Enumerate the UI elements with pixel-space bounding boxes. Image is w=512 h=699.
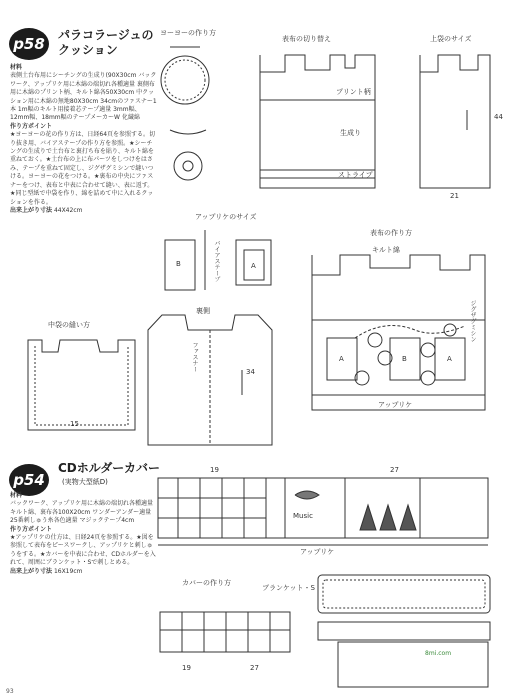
dim-44: 44 <box>494 113 503 121</box>
cd-cover-instructions <box>10 492 158 576</box>
zigzag-label: ジグザグミシン <box>469 300 476 342</box>
cd-method-text: ★アップリケの仕方は、日経24頁を参照する。★図を参照して表布をピースワークし、アップリケと刺しゅうをする。★カバーを中表に合わせ、CDホルダーを入れて、周囲にブランケット・Sで刺しとめる。 <box>10 534 156 567</box>
size-text: 44X42cm <box>53 206 83 214</box>
cd-size-text: 16X19cm <box>53 567 83 575</box>
dim-19-top: 19 <box>210 466 219 474</box>
cd-materials-heading: 材料 <box>10 492 23 499</box>
dim-21: 21 <box>450 192 459 200</box>
pattern-badge-p54: p54 <box>9 464 49 496</box>
dim-27-top: 27 <box>390 466 399 474</box>
label-B: B <box>176 260 181 268</box>
cd-cover-diagram <box>158 478 488 545</box>
cd-size-heading: 出来上がり寸法 <box>10 567 53 575</box>
patch-A-left: A <box>339 355 344 363</box>
top-size-diagram <box>420 55 490 188</box>
applique-size-title: アップリケのサイズ <box>195 213 257 221</box>
materials-text: 表側土台布用にシーチングの生成り(90X30cm バックワーク、アップリケ用に木綿の端切れ各種適量 裏側布用に木綿のプリント柄、キルト綿各50X30cm 中クッション用に木綿の無地80X30cm 34cmのファスナー1本 1m幅のキルト用接着芯テープ適量 3mm幅、12mm幅、18mm幅のテープメーカーW 化繊綿 <box>10 72 157 122</box>
applique-label: アップリケ <box>378 401 413 409</box>
method-text: ★ヨーヨーの花の作り方は、日経64頁を参照する。切り抜き用、バイアステープの作り方を参照。★シーチングの生成りで土台布と裏打ち布を貼り、キルト綿を重ねておく。★土台布の上に布パーツをしつけをはさみ、テープを重ねて固定し、ジグザグミシンで縫いつける。ヨーヨーの花をつける。★裏布の中央にファスナーをつけ、表布と中表に合わせて縫い、表に返す。★同じ型紙で中袋を作り、綿を詰めて中に入れるクッションを作る。 <box>10 131 156 206</box>
materials-heading: 材料 <box>10 64 23 71</box>
cd-applique-label: アップリケ <box>300 548 335 556</box>
back-side-diagram <box>148 315 272 445</box>
dim-34: 34 <box>246 368 255 376</box>
top-size-title: 上袋のサイズ <box>430 35 472 43</box>
yoyo-title: ヨーヨーの作り方 <box>160 29 216 37</box>
patch-B-mid: B <box>402 355 407 363</box>
cushion-title-line1: パラコラージュの <box>58 28 154 42</box>
inner-bag-diagram <box>28 340 135 430</box>
fastener-label: ファスナー <box>191 342 198 372</box>
cover-making-diagram <box>160 575 490 687</box>
pattern-badge-p58: p58 <box>9 28 49 60</box>
cd-materials-text: バックワーク、アップリケ用に木綿の端切れ各種適量 キルト綿、裏布各100X20cm ワンダーアンダー適量 25番刺しゅう糸各色適量 マジックテープ4cm <box>10 500 153 525</box>
front-making-title: 表布の作り方 <box>370 229 412 237</box>
cd-cover-subtitle: (実物大型紙D) <box>62 478 108 486</box>
cover-making-title: カバーの作り方 <box>182 579 231 587</box>
method-heading: 作り方ポイント <box>10 122 53 130</box>
site-logo: 8mi.com <box>425 650 452 657</box>
cd-method-heading: 作り方ポイント <box>10 525 53 533</box>
dim-19-bottom: 19 <box>182 664 191 672</box>
blanket-label: ブランケット・S <box>262 584 315 592</box>
dim-15: 15 <box>70 420 79 428</box>
bias-label: バイアステープ <box>213 240 220 282</box>
quilt-label: キルト綿 <box>372 246 400 254</box>
cushion-title-line2: クッション <box>58 43 118 57</box>
label-A: A <box>251 262 256 270</box>
front-making-diagram <box>312 255 485 410</box>
front-switch-title: 表布の切り替え <box>282 35 331 43</box>
stripe-label: ストライプ <box>338 171 373 179</box>
cushion-instructions <box>10 64 158 215</box>
music-text: Music <box>293 512 313 520</box>
inner-bag-title: 中袋の縫い方 <box>48 321 90 329</box>
front-switch-diagram <box>260 55 375 188</box>
natural-label: 生成り <box>340 129 361 137</box>
size-heading: 出来上がり寸法 <box>10 206 53 214</box>
dim-27-bottom: 27 <box>250 664 259 672</box>
yoyo-diagram <box>161 47 209 180</box>
back-title: 裏側 <box>196 307 210 315</box>
cd-cover-title: CDホルダーカバー <box>58 461 161 475</box>
print-label: プリント柄 <box>336 88 371 96</box>
page-number: 93 <box>6 688 14 695</box>
patch-A-right: A <box>447 355 452 363</box>
